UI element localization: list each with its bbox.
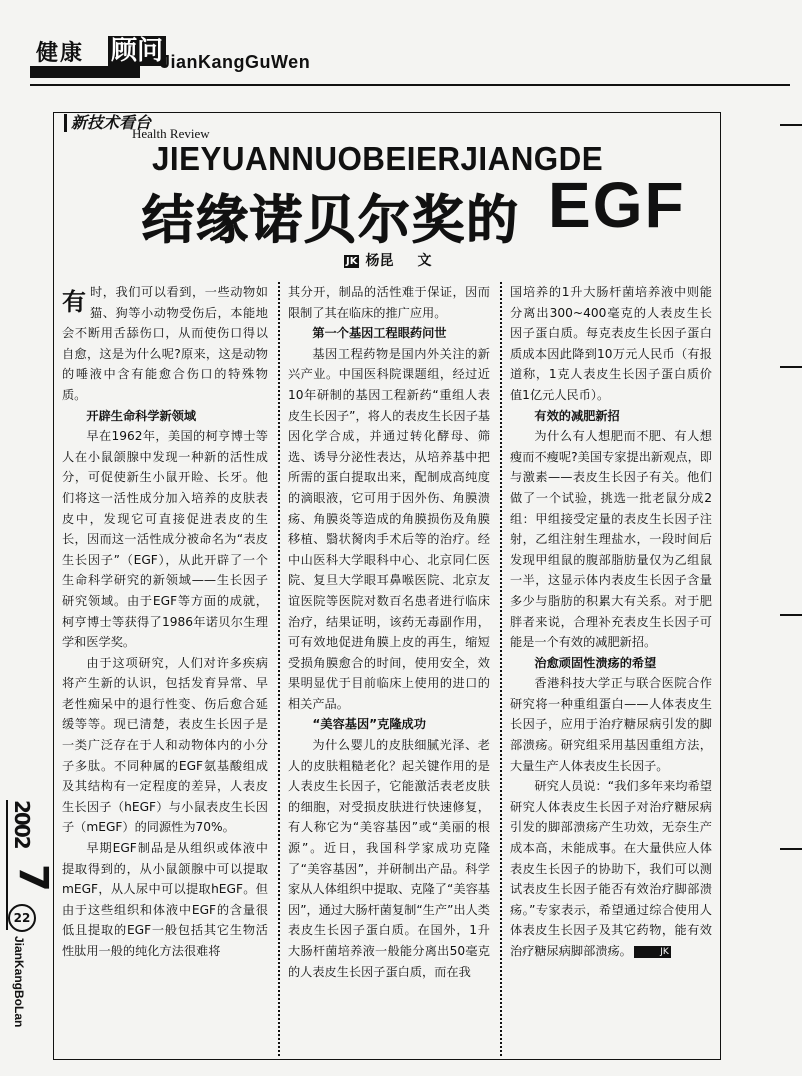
- paragraph: 由于这项研究，人们对许多疾病将产生新的认识，包括发育异常、早老性痴呆中的退行性变、伤后愈合延缓等等。现已清楚，表皮生长因子是一类广泛存在于人和动物体内的小分子多肽。不同种属的EGF氨基酸组成及其结构有一定程度的差异，人表皮生长因子（hEGF）与小鼠表皮生长因子（mEGF）的同源性为70%。: [62, 655, 268, 835]
- paragraph: 早期EGF制品是从组织或体液中提取得到的，从小鼠颌腺中可以提取mEGF，从人尿中可以提取hEGF。但由于这些组织和体液中EGF的含量很低且提取的EGF一般包括其它生物活性肽用一般的纯化方法很难将: [62, 841, 268, 958]
- column-divider: [500, 282, 502, 1056]
- issue-year: 2002: [10, 800, 34, 848]
- page-number: 22: [8, 904, 36, 932]
- section-label-en: Health Review: [132, 126, 210, 141]
- article-column-2: [288, 282, 490, 982]
- subheading: 有效的减肥新招: [534, 408, 620, 423]
- article-column-1: [62, 282, 268, 962]
- paragraph: 为什么婴儿的皮肤细腻光泽、老人的皮肤粗糙老化？起关键作用的是人表皮生长因子，它能激活表老皮肤的细胞，对受损皮肤进行快速修复，有人称它为“美容基因”或“美丽的根源”。近日，我国科学家成功克隆了“美容基因”，并研制出产品。科学家从人体组织中提取、克隆了“美容基因”，通过大肠杆菌复制“生产”出人类表皮生长因子蛋白质。在国外，1升大肠杆菌培养液一般能分离出50毫克的人表皮生长因子蛋白质，而在我: [288, 738, 490, 979]
- subheading: “美容基因”克隆成功: [312, 717, 426, 732]
- paragraph: 基因工程药物是国内外关注的新兴产业。中国医科院课题组，经过近10年研制的基因工程新药“重组人表皮生长因子”，将人的表皮生长因子基因化学合成，并通过转化酵母、筛选、诱导分泌性表达，从培养基中把所需的蛋白提取出来，配制成高纯度的滴眼液，它可用于因外伤、角膜溃疡、角膜炎等造成的角膜损伤及角膜移植、翳状胬肉手术后等的治疗。经中山医科大学眼科中心、北京同仁医院、复旦大学眼耳鼻喉医院、北京友谊医院等医院对数百名患者进行临床治疗，结果证明，该药无毒副作用，可有效地促进角膜上皮的再生，缩短受损角膜愈合的时间，使用安全，效果明显优于目前临床上使用的进口的相关产品。: [288, 346, 490, 711]
- section-label: 新技术看台: [64, 114, 151, 132]
- masthead-subtitle: [30, 66, 140, 78]
- edge-mark: [780, 366, 802, 368]
- drop-cap: 有: [62, 288, 86, 316]
- article-column-3: [510, 282, 712, 962]
- paragraph: 为什么有人想肥而不肥、有人想瘦而不瘦呢?美国专家提出新观点，即与激素——表皮生长因子有关。他们做了一个试验，挑选一批老鼠分成2组：甲组接受定量的表皮生长因子注射，乙组注射生理盐水，一段时间后发现甲组鼠的腹部脂肪量仅为乙组鼠一半，这显示体内表皮生长因子含量多少与脂肪的积累大有关系。对于肥胖者来说，合理补充表皮生长因子可能是一个有效的减肥新招。: [510, 429, 712, 650]
- paragraph: 国培养的1升大肠杆菌培养液中则能分离出300~400毫克的人表皮生长因子蛋白质。每克表皮生长因子蛋白质成本因此降到10万元人民币（有报道称，1克人表皮生长因子蛋白质价值1亿元人民币）。: [510, 285, 712, 402]
- masthead-brand: 健康: [36, 41, 85, 66]
- magazine-name: JianKangBoLan: [12, 936, 26, 1028]
- paragraph: 早在1962年，美国的柯亨博士等人在小鼠颌腺中发现一种新的活性成分，可促使新生小鼠开睑、长牙。他们将这一活性成分加入培养的皮肤表皮中，发现它可直接促进表皮的生长，因而这一活性成分被命名为“表皮生长因子”（EGF），从此开辟了一个生命科学研究的新领域——生长因子研究领域。由于EGF等方面的成就，柯亨博士等获得了1986年诺贝尔生理学和医学奖。: [62, 429, 268, 650]
- subheading: 第一个基因工程眼药问世: [312, 326, 447, 341]
- paragraph: 香港科技大学正与联合医院合作研究将一种重组蛋白——人体表皮生长因子，应用于治疗糖尿病引发的脚部溃疡。研究组采用基因重组方法，大量生产人体表皮生长因子。: [510, 676, 712, 773]
- column-divider: [278, 282, 280, 1056]
- article-title: 结缘诺贝尔奖的: [142, 191, 521, 251]
- jk-logo-mark: JK: [346, 255, 358, 267]
- paragraph: 研究人员说：“我们多年来均希望研究人体表皮生长因子对治疗糖尿病引发的脚部溃疡产生功效，无奈生产成本高，未能成事。在大量供应人体表皮生长因子的协助下，我们可以测试表皮生长因子能否有效治疗脚部溃疡。”专家表示，希望通过综合使用人体表皮生长因子及其它药物，能有效治疗糖尿病脚部溃疡。 JK: [510, 779, 712, 958]
- edge-mark: [780, 614, 802, 616]
- author-name: 杨昆: [365, 253, 394, 269]
- byline: [344, 250, 431, 270]
- header-rule: [30, 84, 790, 86]
- edge-mark: [780, 124, 802, 126]
- subheading: 开辟生命科学新领域: [86, 408, 197, 423]
- masthead-brand-highlight: 顾问: [108, 36, 166, 66]
- end-mark-icon: JK: [634, 946, 671, 958]
- subheading: 治愈顽固性溃疡的希望: [534, 655, 657, 670]
- byline-wen: 文: [417, 253, 432, 269]
- paragraph: 其分开，制品的活性难于保证，因而限制了其在临床的推广应用。: [288, 285, 490, 320]
- masthead-pinyin: JianKangGuWen: [160, 52, 311, 72]
- title-pinyin: JIEYUANNUOBEIERJIANGDE: [152, 140, 604, 177]
- issue-month: 7: [10, 864, 56, 892]
- paragraph: 有时，我们可以看到，一些动物如猫、狗等小动物受伤后，本能地会不断用舌舔伤口，从而使伤口得以自愈，这是为什么呢?原来，这是动物的唾液中含有能愈合伤口的特殊物质。: [62, 285, 268, 402]
- article-title-egf: EGF: [548, 169, 686, 241]
- edge-mark: [780, 848, 802, 850]
